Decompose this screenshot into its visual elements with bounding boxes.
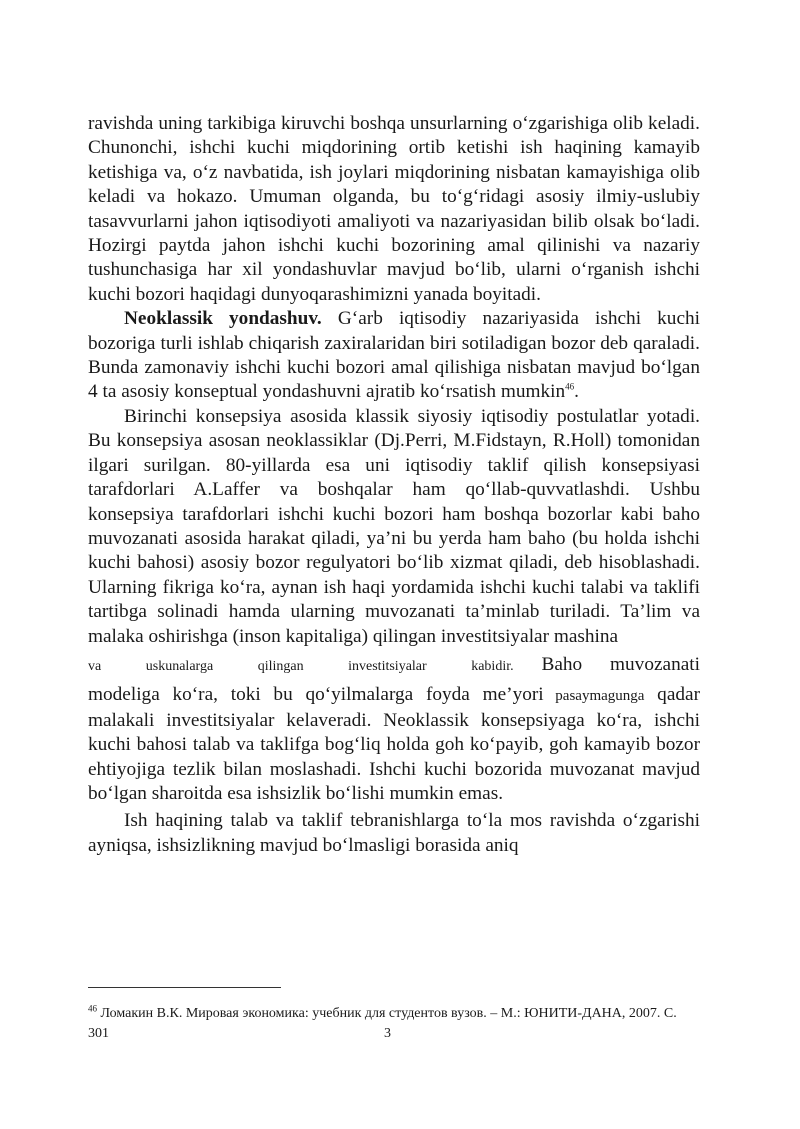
body-text — [88, 112, 700, 858]
paragraph-3-mixed-line — [88, 653, 700, 679]
paragraph-3-part-b: Baho muvozanati — [513, 653, 700, 675]
section-heading: Neoklassik yondashuv. — [124, 308, 322, 330]
footnote-mark: 46 — [88, 1003, 97, 1014]
paragraph-3-part-a: Birinchi konsepsiya asosida klassik siyosiy iqtisodiy postulatlar yotadi. Bu konsepsiya asosan neoklassiklar (Dj.Perri, M.Fidstayn, R.Holl) tomonidan ilgari surilgan. 80-yillarda esa uni iqtisodiy taklif qilish konsepsiyasi tarafdorlari A.Laffer va boshqalar ham qo‘llab-quvvatlashdi. Ushbu konsepsiya tarafdorlari ishchi kuchi bozori ham boshqa bozorlar kabi baho muvozanati asosida harakat qiladi, ya’ni bu yerda ham baho (bu holda ishchi kuchi bahosi) asosiy bozor regulyatori bo‘lib xizmat qiladi, deb hisoblashadi. Ularning fikriga ko‘ra, aynan ish haqi yordamida ishchi kuchi talabi va taklifi tartibga solinadi hamda ularning muvozanati ta’minlab turiladi. Ta’lim va malaka oshirishga (inson kapitaliga) qilingan investitsiyalar mashina — [88, 405, 700, 647]
paragraph-3-part-d: qadar malakali investitsiyalar kelaveradi. Neoklassik konsepsiyaga ko‘ra, ishchi kuchi bahosi talab va taklifga bog‘liq holda goh ko‘payib, goh kamayib bozor ehtiyojiga tezlik bilan moslashadi. Ishchi kuchi bozorida muvozanat mavjud bo‘lgan sharoitda esa ishsizlik bo‘lishi mumkin emas. — [88, 684, 700, 804]
page-number: 3 — [384, 1026, 391, 1041]
paragraph-4: Ish haqining talab va taklif tebranishlarga to‘la mos ravishda o‘zgarishi ayniqsa, ishsizlikning mavjud bo‘lmasligi borasida aniq — [88, 810, 700, 856]
footnote-text: Ломакин В.К. Мировая экономика: учебник для студентов вузов. – М.: ЮНИТИ-ДАНА, 2007. С. 301 — [88, 1006, 677, 1041]
paragraph-3-part-c: modeliga ko‘ra, toki bu qo‘yilmalarga foyda me’yori — [88, 684, 544, 706]
paragraph-3-small-run: va uskunalarga qilingan investitsiyalar kabidir. — [88, 658, 514, 674]
paragraph-2-text: G‘arb iqtisodiy nazariyasida ishchi kuchi bozoriga turli ishlab chiqarish zaxiralaridan biri sotiladigan bozor deb qaraladi. Bunda zamonaviy ishchi kuchi bozori amal qilishiga nisbatan mavjud bo‘lgan 4 ta asosiy konseptual yondashuvni ajratib ko‘rsatish mumkin — [88, 308, 701, 403]
paragraph-3-continued — [88, 683, 700, 806]
paragraph-3-small-run-2: pasaymagunga — [543, 688, 645, 705]
paragraph-2-end: . — [574, 381, 579, 403]
footnote-reference[interactable]: 46 — [565, 382, 575, 393]
paragraph-2 — [88, 307, 700, 405]
paragraph-1: ravishda uning tarkibiga kiruvchi boshqa unsurlarning o‘zgarishiga olib keladi. Chunonchi, ishchi kuchi miqdorining ortib ketishi ish haqining kamayib ketishiga va, o‘z navbatida, ish joylari miqdorining nisbatan kamayishiga olib keladi va hokazo. Umuman olganda, bu to‘g‘ridagi asosiy ilmiy-uslubiy tasavvurlarni jahon iqtisodiyoti amaliyoti va nazariyasidan bilib olsak bo‘ladi. Hozirgi paytda jahon ishchi kuchi bozorining amal qilinishi va nazariy tushunchasiga har xil yondashuvlar mavjud bo‘lib, ularni o‘rganish ishchi kuchi bozori haqidagi dunyoqarashimizni yanada boyitadi. — [88, 113, 700, 305]
footnote-separator — [88, 987, 281, 988]
paragraph-3 — [88, 405, 700, 649]
